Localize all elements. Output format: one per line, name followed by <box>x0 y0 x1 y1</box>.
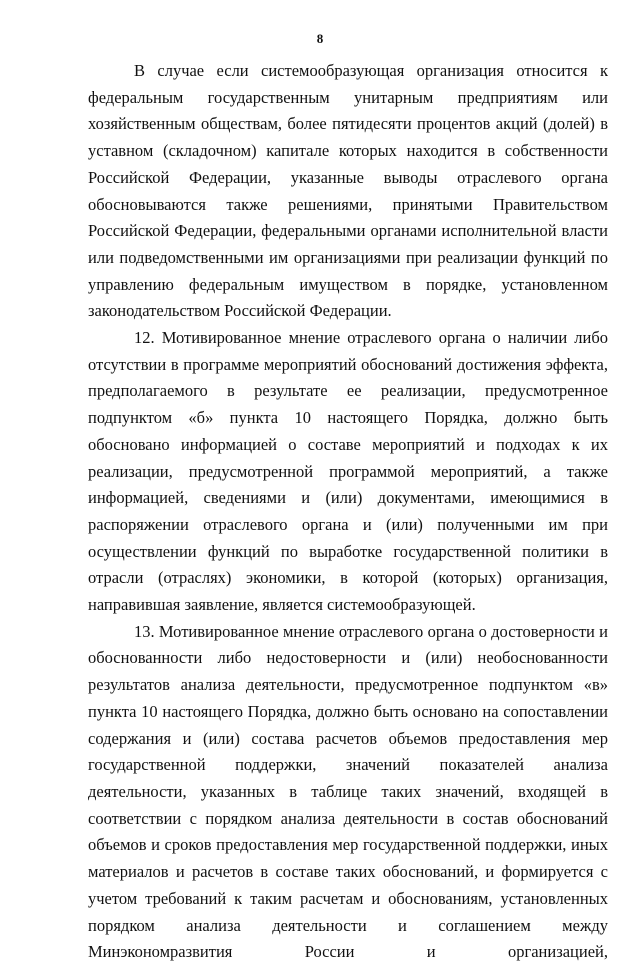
paragraph-12: 12. Мотивированное мнение отраслевого органа о наличии либо отсутствии в программе мероприятий обоснований достижения эффекта, предполагаемого в результате ее реализации, предусмотренное подпунктом «б» пункта 10 настоящего Порядка, должно быть обосновано информацией о составе мероприятий и подходах к их реализации, предусмотренной программой мероприятий, а также информацией, сведениями и (или) документами, имеющимися в распоряжении отраслевого органа и (или) полученными им при осуществлении функций по выработке государственной политики в отрасли (отраслях) экономики, в которой (которых) организация, направившая заявление, является системообразующей. <box>88 328 608 615</box>
page-number: 8 <box>316 31 324 46</box>
paragraph-federal-enterprises: В случае если системообразующая организация относится к федеральным государственным унитарным предприятиям или хозяйственным обществам, более пятидесяти процентов акций (долей) в уставном (складочном) капитале которых находится в собственности Российской Федерации, указанные выводы отраслевого органа обосновываются также решениями, принятыми Правительством Российской Федерации, федеральными органами исполнительной власти или подведомственными им организациями при реализации функций по управлению федеральным имуществом в порядке, установленном законодательством Российской Федерации. <box>88 61 608 321</box>
paragraph-13: 13. Мотивированное мнение отраслевого органа о достоверности и обоснованности либо недостоверности и (или) необоснованности результатов анализа деятельности, предусмотренное подпунктом «в» пункта 10 настоящего Порядка, должно быть основано на сопоставлении содержания и (или) состава расчетов объемов предоставления мер государственной поддержки, значений показателей анализа деятельности, указанных в таблице таких значений, входящей в соответствии с порядком анализа деятельности в состав обоснований объемов и сроков предоставления мер государственной поддержки, иных материалов и расчетов в составе таких обоснований, и формируется с учетом требований к таким расчетам и обоснованиям, установленных порядком анализа деятельности и соглашением между Минэкономразвития России и организацией, <box>88 621 608 962</box>
body-text <box>88 58 608 966</box>
